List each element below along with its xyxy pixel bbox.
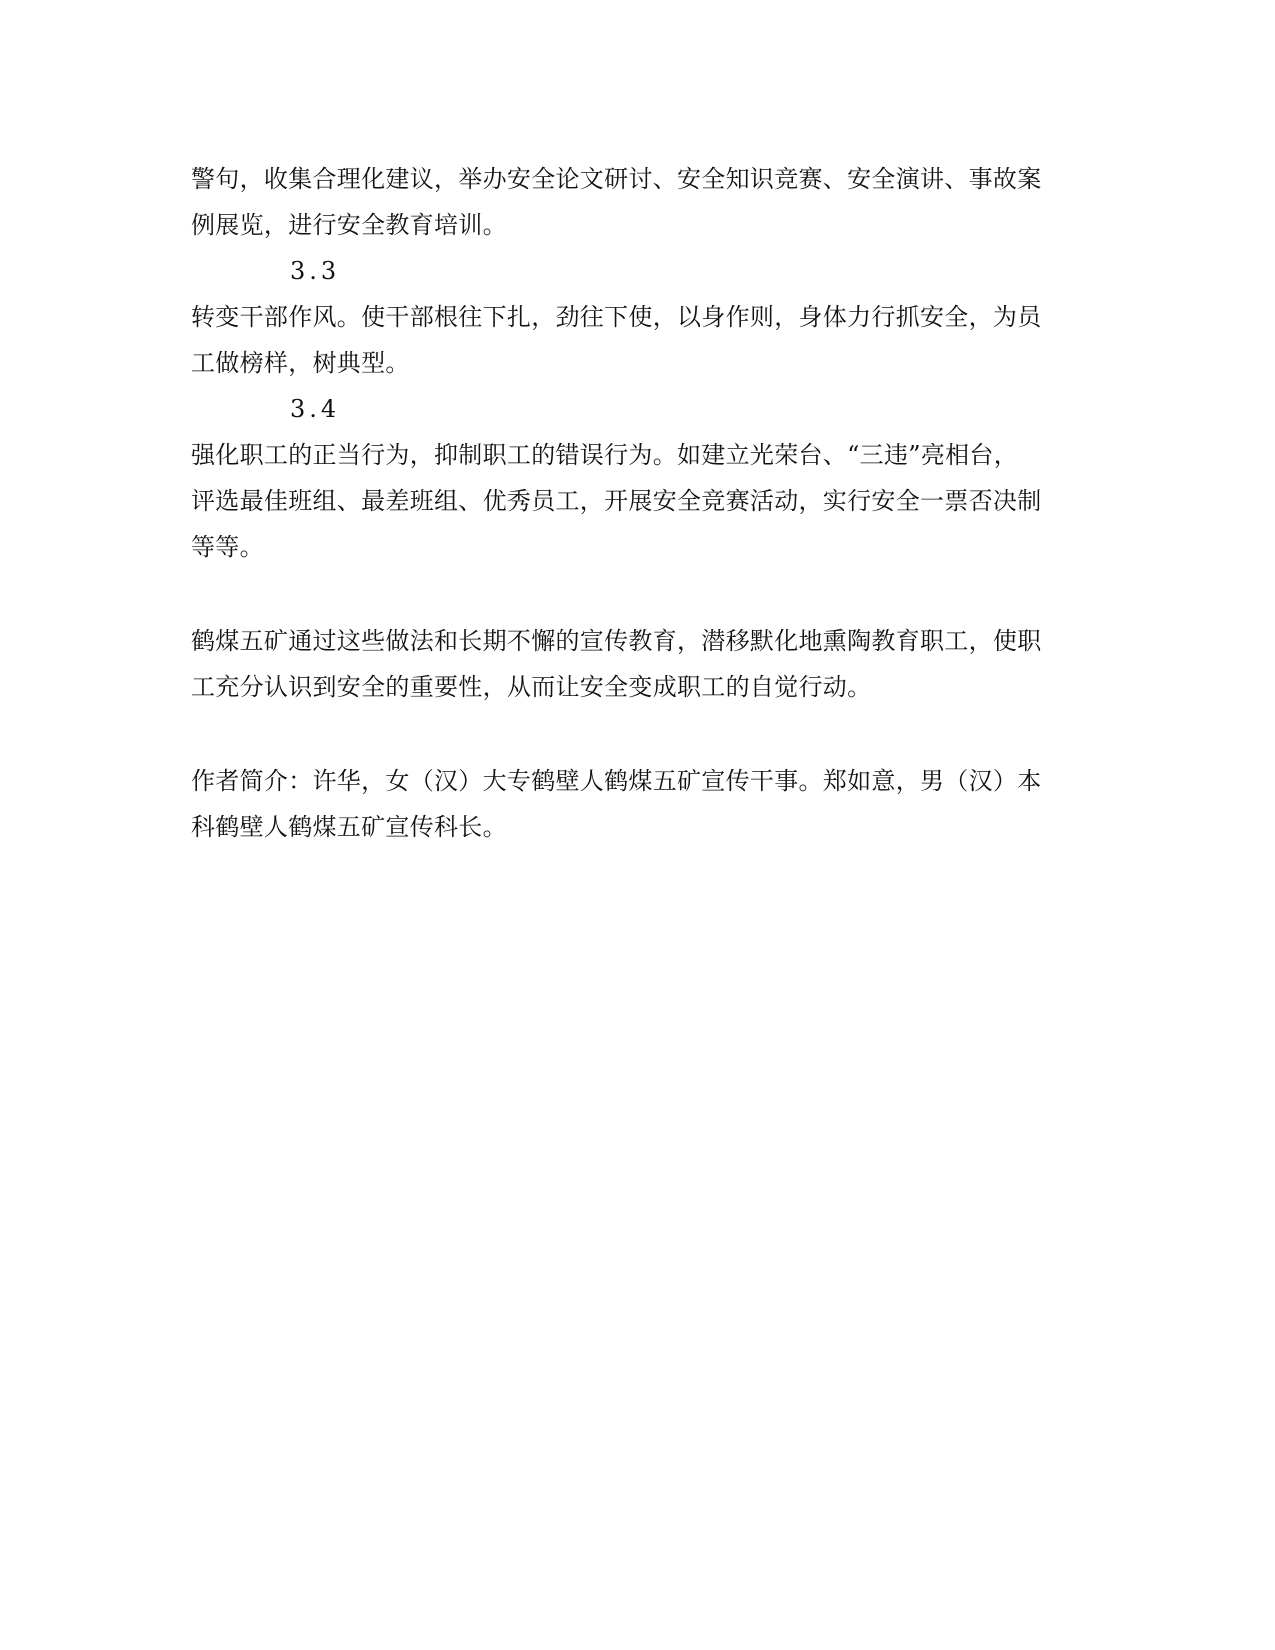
paragraph-3-3-line-2: 工做榜样，树典型。 xyxy=(191,349,410,377)
section-number-3-3: 3.3 xyxy=(290,257,341,285)
paragraph-3-2-line-2: 例展览，进行安全教育培训。 xyxy=(191,211,507,239)
paragraph-3-4-line-1: 强化职工的正当行为，抑制职工的错误行为。如建立光荣台、“三违”亮相台， xyxy=(191,441,1019,469)
author-bio-line-1: 作者简介：许华，女（汉）大专鹤壁人鹤煤五矿宣传干事。郑如意，男（汉）本 xyxy=(191,767,1042,795)
paragraph-3-4-line-2: 评选最佳班组、最差班组、优秀员工，开展安全竞赛活动，实行安全一票否决制 xyxy=(191,487,1042,515)
section-number-3-4: 3.4 xyxy=(290,395,341,423)
conclusion-line-2: 工充分认识到安全的重要性，从而让安全变成职工的自觉行动。 xyxy=(191,673,872,701)
paragraph-3-4-line-3: 等等。 xyxy=(191,533,264,561)
paragraph-3-3-line-1: 转变干部作风。使干部根往下扎，劲往下使，以身作则，身体力行抓安全，为员 xyxy=(191,303,1042,331)
paragraph-3-2-line-1: 警句，收集合理化建议，举办安全论文研讨、安全知识竞赛、安全演讲、事故案 xyxy=(191,165,1042,193)
conclusion-line-1: 鹤煤五矿通过这些做法和长期不懈的宣传教育，潜移默化地熏陶教育职工，使职 xyxy=(191,627,1042,655)
author-bio-line-2: 科鹤壁人鹤煤五矿宣传科长。 xyxy=(191,813,507,841)
